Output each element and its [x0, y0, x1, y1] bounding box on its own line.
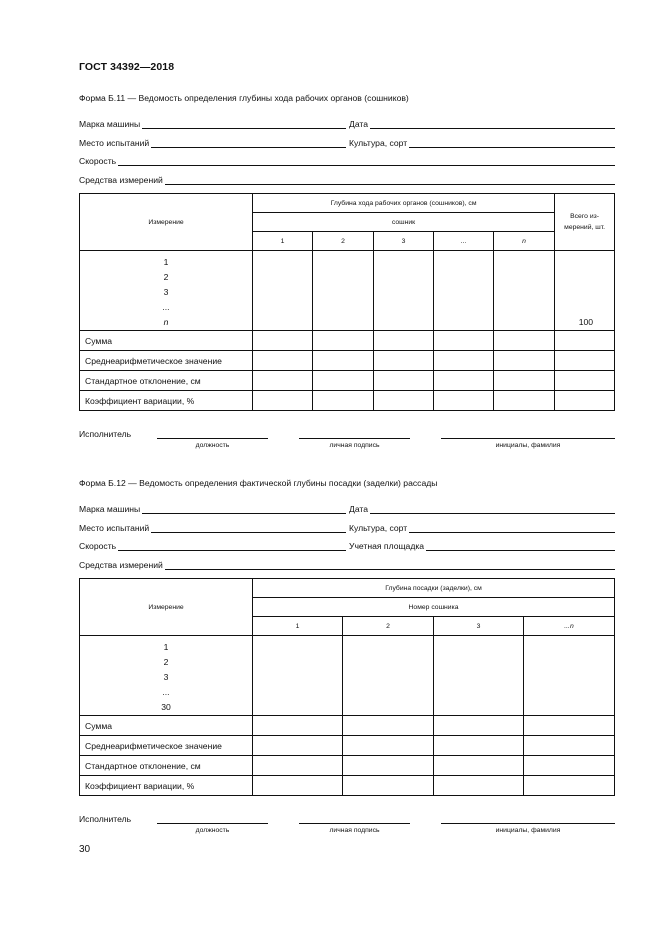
data-cell[interactable]	[313, 371, 374, 391]
test-place-label: Место испытаний	[79, 523, 150, 533]
data-cell[interactable]	[343, 776, 434, 796]
instruments-label: Средства измерений	[79, 560, 163, 570]
form-b11-date-row	[349, 118, 615, 129]
measure-row-label: 30	[161, 702, 171, 712]
data-cell[interactable]	[434, 736, 524, 756]
stat-row-label: Коэффициент вариации, %	[80, 391, 253, 411]
total-measurements-header: Всего из-мерений, шт.	[555, 194, 615, 251]
coulter-col-1: 1	[253, 232, 313, 251]
data-cell[interactable]	[374, 331, 434, 351]
data-cell[interactable]	[555, 371, 615, 391]
plot-label: Учетная площадка	[349, 541, 425, 551]
form-b12-crop-row	[349, 522, 615, 533]
data-cell[interactable]	[524, 756, 615, 776]
coulter-col-2: 2	[313, 232, 374, 251]
data-cell[interactable]	[555, 331, 615, 351]
initials-caption: инициалы, фамилия	[495, 442, 561, 449]
data-cell[interactable]	[253, 371, 313, 391]
data-cell[interactable]	[555, 351, 615, 371]
form-b12-test-place-row	[79, 522, 346, 533]
coulter-col-3: 3	[434, 617, 524, 636]
data-cell[interactable]	[434, 391, 494, 411]
data-cell[interactable]	[374, 351, 434, 371]
measure-numbers-cell	[80, 636, 253, 716]
measure-row-label: n	[163, 317, 169, 327]
page-number: 30	[79, 844, 91, 855]
data-cell[interactable]	[434, 351, 494, 371]
stat-row-label: Сумма	[80, 331, 253, 351]
data-cell[interactable]	[253, 391, 313, 411]
position-line[interactable]	[157, 438, 268, 439]
data-cell[interactable]	[524, 716, 615, 736]
coulter-col-ellipsis: ...	[434, 232, 494, 251]
data-cell[interactable]	[253, 756, 343, 776]
test-place-line[interactable]	[151, 138, 346, 148]
coulter-number-subheader: Номер сошника	[253, 598, 615, 617]
data-cell[interactable]	[343, 716, 434, 736]
data-cell[interactable]	[524, 636, 615, 716]
speed-label: Скорость	[79, 541, 117, 551]
data-cell[interactable]	[253, 636, 343, 716]
coulter-col-n: ...n	[524, 617, 615, 636]
data-cell[interactable]	[343, 736, 434, 756]
instruments-line[interactable]	[165, 560, 615, 570]
data-cell[interactable]	[374, 391, 434, 411]
coulter-col-n: n	[494, 232, 555, 251]
data-cell[interactable]	[494, 351, 555, 371]
measure-row-label: ...	[162, 687, 170, 697]
form-b12-date-row	[349, 503, 615, 514]
position-caption: должность	[195, 827, 230, 834]
coulter-col-3: 3	[374, 232, 434, 251]
data-cell[interactable]	[494, 251, 555, 331]
data-cell[interactable]	[253, 351, 313, 371]
measure-column-header: Измерение	[80, 579, 253, 636]
machine-brand-label: Марка машины	[79, 504, 141, 514]
stat-row-label: Среднеарифметическое значение	[80, 736, 253, 756]
data-cell[interactable]	[253, 716, 343, 736]
form-b11-instruments-row	[79, 174, 615, 185]
data-cell[interactable]	[524, 736, 615, 756]
data-cell[interactable]	[434, 756, 524, 776]
measure-numbers-cell	[80, 251, 253, 331]
speed-line[interactable]	[118, 541, 346, 551]
plot-line[interactable]	[426, 541, 615, 551]
data-cell[interactable]	[494, 391, 555, 411]
initials-line[interactable]	[441, 823, 615, 824]
form-b11-test-place-row	[79, 137, 346, 148]
instruments-line[interactable]	[165, 175, 615, 185]
date-label: Дата	[349, 504, 369, 514]
measure-row-label: 1	[163, 642, 169, 652]
executor-label: Исполнитель	[79, 814, 132, 824]
initials-caption: инициалы, фамилия	[495, 827, 561, 834]
crop-variety-line[interactable]	[409, 138, 615, 148]
date-line[interactable]	[370, 504, 615, 514]
data-cell[interactable]	[313, 351, 374, 371]
data-cell[interactable]	[253, 776, 343, 796]
initials-line[interactable]	[441, 438, 615, 439]
measure-row-label: 3	[163, 287, 169, 297]
data-cell[interactable]	[494, 331, 555, 351]
data-cell[interactable]	[313, 391, 374, 411]
depth-group-header: Глубина хода рабочих органов (сошников), см	[253, 194, 555, 213]
data-cell[interactable]	[434, 331, 494, 351]
position-caption: должность	[195, 442, 230, 449]
data-cell[interactable]	[253, 251, 313, 331]
stat-row-label: Стандартное отклонение, см	[80, 756, 253, 776]
form-b12-title: Форма Б.12 — Ведомость определения фактической глубины посадки (заделки) рассады	[79, 478, 438, 488]
speed-label: Скорость	[79, 156, 117, 166]
data-cell[interactable]	[434, 636, 524, 716]
data-cell[interactable]	[343, 756, 434, 776]
stat-row-label: Среднеарифметическое значение	[80, 351, 253, 371]
measure-row-label: 3	[163, 672, 169, 682]
measure-column-header: Измерение	[80, 194, 253, 251]
signature-line[interactable]	[299, 438, 410, 439]
executor-label: Исполнитель	[79, 429, 132, 439]
data-cell[interactable]	[253, 736, 343, 756]
form-b12-plot-row	[349, 540, 615, 551]
data-cell[interactable]	[434, 371, 494, 391]
form-b12-speed-row	[79, 540, 346, 551]
machine-brand-line[interactable]	[142, 504, 346, 514]
signature-line[interactable]	[299, 823, 410, 824]
data-cell[interactable]	[524, 776, 615, 796]
total-value-cell: 100	[555, 251, 615, 331]
date-label: Дата	[349, 119, 369, 129]
stat-row-label: Сумма	[80, 716, 253, 736]
data-cell[interactable]	[434, 251, 494, 331]
measure-row-label: ...	[162, 302, 170, 312]
instruments-label: Средства измерений	[79, 175, 163, 185]
test-place-line[interactable]	[151, 523, 346, 533]
test-place-label: Место испытаний	[79, 138, 150, 148]
form-b12-instruments-row	[79, 559, 615, 570]
data-cell[interactable]	[313, 331, 374, 351]
date-line[interactable]	[370, 119, 615, 129]
form-b11-crop-row	[349, 137, 615, 148]
form-b11-speed-row	[79, 155, 615, 166]
machine-brand-label: Марка машины	[79, 119, 141, 129]
crop-variety-line[interactable]	[409, 523, 615, 533]
data-cell[interactable]	[555, 391, 615, 411]
data-cell[interactable]	[434, 716, 524, 736]
stat-row-label: Стандартное отклонение, см	[80, 371, 253, 391]
stat-row-label: Коэффициент вариации, %	[80, 776, 253, 796]
crop-variety-label: Культура, сорт	[349, 138, 408, 148]
machine-brand-line[interactable]	[142, 119, 346, 129]
form-b12-table	[79, 578, 615, 796]
coulter-col-1: 1	[253, 617, 343, 636]
document-code: ГОСТ 34392—2018	[79, 61, 175, 73]
form-b11-machine-brand-row	[79, 118, 346, 129]
position-line[interactable]	[157, 823, 268, 824]
data-cell[interactable]	[343, 636, 434, 716]
planting-depth-group-header: Глубина посадки (заделки), см	[253, 579, 615, 598]
coulter-col-2: 2	[343, 617, 434, 636]
form-b12-machine-brand-row	[79, 503, 346, 514]
crop-variety-label: Культура, сорт	[349, 523, 408, 533]
measure-row-label: 2	[163, 657, 169, 667]
signature-caption: личная подпись	[329, 442, 380, 449]
form-b11-title: Форма Б.11 — Ведомость определения глубины хода рабочих органов (сошников)	[79, 93, 409, 103]
data-cell[interactable]	[253, 331, 313, 351]
signature-caption: личная подпись	[329, 827, 380, 834]
data-cell[interactable]	[374, 371, 434, 391]
data-cell[interactable]	[494, 371, 555, 391]
data-cell[interactable]	[313, 251, 374, 331]
measure-row-label: 1	[163, 257, 169, 267]
coulter-subheader: сошник	[253, 213, 555, 232]
data-cell[interactable]	[374, 251, 434, 331]
measure-row-label: 2	[163, 272, 169, 282]
data-cell[interactable]	[434, 776, 524, 796]
form-b11-table	[79, 193, 615, 411]
speed-line[interactable]	[118, 156, 615, 166]
